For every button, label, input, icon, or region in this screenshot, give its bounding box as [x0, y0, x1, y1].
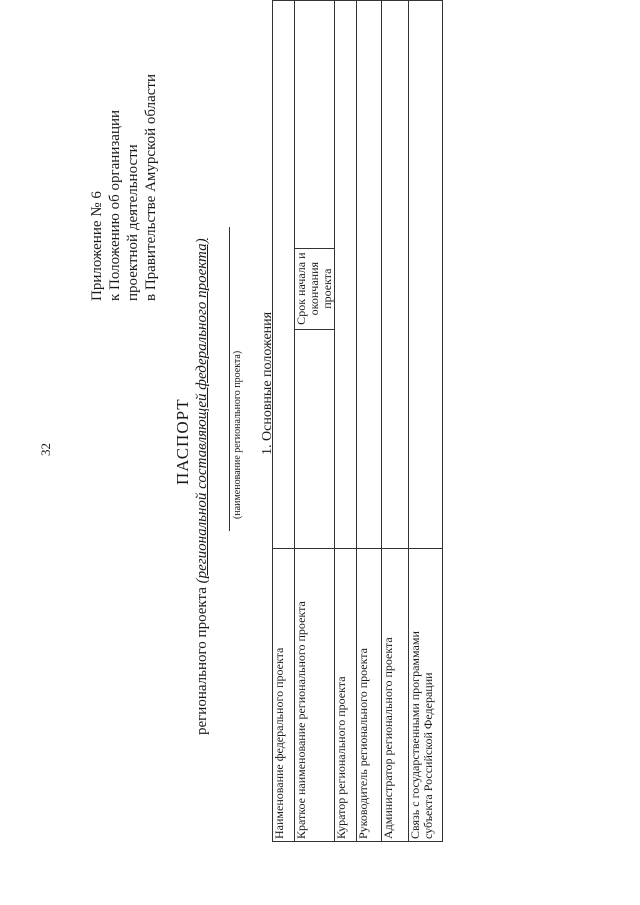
table-cell: Руководитель регионального проекта [357, 549, 382, 842]
table-cell: Наименование федерального проекта [273, 549, 295, 842]
page-number: 32 [38, 443, 53, 456]
appendix-line-4: в Правительстве Амурской области [143, 73, 159, 301]
table-cell-empty [382, 1, 409, 549]
row6-line-2: субъекта Российской Федерации [421, 672, 435, 839]
document-subtitle [194, 238, 211, 735]
document-title: ПАСПОРТ [173, 398, 192, 485]
appendix-line-1: Приложение № 6 [89, 191, 105, 301]
row6-line-1: Связь с государственными программами [408, 631, 422, 839]
table-row [295, 1, 335, 842]
term-line-2: окончания проекта [307, 261, 334, 316]
table-cell-term [295, 248, 335, 329]
subtitle-prefix: регионального проекта [194, 583, 210, 735]
table-row [409, 1, 443, 842]
appendix-block [88, 74, 160, 301]
table-row [335, 1, 357, 842]
section-title: 1. Основные положения [260, 311, 275, 455]
table-cell-empty [295, 329, 335, 549]
table-cell-empty [295, 1, 335, 249]
project-name-line [229, 227, 230, 531]
table-cell-empty [357, 1, 382, 549]
appendix-line-2: к Положению об организации [107, 109, 123, 301]
table-cell-empty [273, 1, 295, 549]
table-cell: Краткое наименование регионального проекта [295, 549, 335, 842]
table-cell-empty [335, 1, 357, 549]
table-row [382, 1, 409, 842]
project-name-caption: (наименование регионального проекта) [232, 350, 243, 519]
table-row [273, 1, 295, 842]
table-cell [409, 549, 443, 842]
table-cell: Куратор регионального проекта [335, 549, 357, 842]
table-cell: Администратор регионального проекта [382, 549, 409, 842]
table-cell-empty [409, 1, 443, 549]
appendix-line-3: проектной деятельности [125, 144, 141, 301]
term-line-1: Срок начала и [294, 252, 308, 325]
subtitle-italic: (региональной составляющей федерального проекта) [194, 238, 210, 584]
table-row [357, 1, 382, 842]
main-provisions-table [272, 0, 443, 842]
